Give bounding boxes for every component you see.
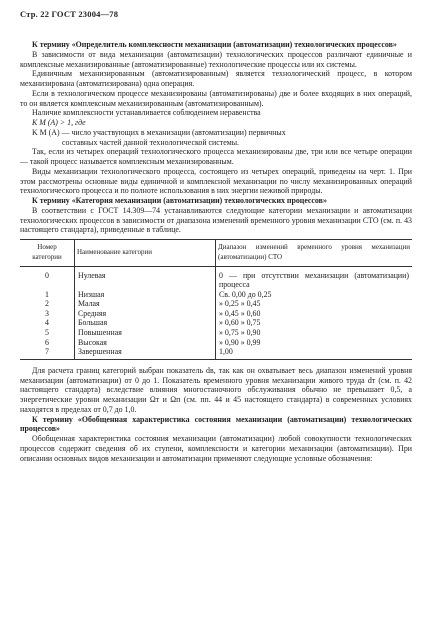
table-row <box>20 299 412 309</box>
table-cell-number: 7 <box>20 347 75 359</box>
page-header: Стр. 22 ГОСТ 23004—78 <box>20 9 119 19</box>
paragraph: Так, если из четырех операций технологического процесса механизированы две, три или все четыре операции — такой процесс называется комплексным механизированным. <box>20 147 412 166</box>
table-header-name: Наименование категории <box>75 240 216 267</box>
document-body <box>20 40 412 463</box>
formula-inequality: K M (A) > 1, где <box>32 118 86 127</box>
table-cell-range: » 0,45 » 0,60 <box>216 309 413 319</box>
paragraph: Обобщенная характеристика состояния механизации (автоматизации) любой совокупности технологических процессов содержит сведения об их ступени, комплексности и категории механизации (автоматизации). При описании основных видов механизации и автоматизации применяют следующие условные обозначения: <box>20 434 412 463</box>
table-row <box>20 266 412 290</box>
paragraph: К термину «Определитель комплексности механизации (автоматизации) технологических процессов» <box>32 40 397 49</box>
category-table <box>20 239 412 360</box>
table-cell-range: » 0,60 » 0,75 <box>216 318 413 328</box>
table-cell-number: 6 <box>45 337 49 347</box>
paragraph: К термину «Обобщенная характеристика состояния механизации (автоматизации) технологических процессов» <box>20 414 412 434</box>
table-cell-name: Средняя <box>75 309 216 319</box>
table-cell-name: Низшая <box>75 290 216 300</box>
paragraph: Наличие комплексности устанавливается соблюдением неравенства <box>32 108 261 118</box>
table-cell-name: Завершенная <box>75 347 216 359</box>
table-cell-name: Высокая <box>75 338 216 348</box>
table-cell-number: 2 <box>45 299 49 309</box>
table-row <box>20 347 412 359</box>
table-cell-range: Св. 0,00 до 0,25 <box>216 290 413 300</box>
paragraph: В соответствии с ГОСТ 14.309—74 устанавливаются следующие категории механизации и автоматизации технологических процессов в зависимости от диапазона изменений временного уровня механизации СТО (см. п. 43 настоящего стандарта), приведенные в таблице. <box>20 205 412 235</box>
table-cell-name: Малая <box>75 299 216 309</box>
table-cell-number: 3 <box>45 308 49 318</box>
table-row <box>20 328 412 338</box>
table-row <box>20 338 412 348</box>
table-row <box>20 309 412 319</box>
table-row <box>20 318 412 328</box>
paragraph: Единичным механизированным (автоматизированным) является технологический процесс, в котором механизирована (автоматизирована) одна операция. <box>20 69 412 88</box>
table-header-row <box>20 240 412 267</box>
table-cell-range: » 0,25 » 0,45 <box>216 299 413 309</box>
formula-definition: K M (A) — число участвующих в механизации (автоматизации) первичных <box>32 127 286 137</box>
paragraph: К термину «Категория механизации (автоматизации) технологических процессов» <box>32 196 327 205</box>
table-cell-range: 1,00 <box>216 347 413 359</box>
paragraph: Если в технологическом процессе механизированы (автоматизированы) две и более входящих в них операций, то он является комплексным механизированным (автоматизированным). <box>20 88 412 108</box>
table-header-range: Диапазон изменений временного уровня механизации (автоматизации) СТО <box>216 240 413 267</box>
table-cell-number: 1 <box>45 289 49 299</box>
table-cell-number: 5 <box>45 328 49 338</box>
paragraph: Виды механизации технологического процесса, состоящего из четырех операций, приведены на черт. 1. При этом рассмотрены основные виды единичной и комплексной механизации по числу механизированных операций технологического процесса и по полноте использования в них энергии неживой природы. <box>20 166 412 196</box>
table-header-number: Номер категории <box>20 240 75 267</box>
paragraph: Для расчета границ категорий выбран показатель dв, так как он охватывает весь диапазон изменений уровня механизации (автоматизации) от 0 до 1. Показатель временного уровня механизации живого труда dт (см. п. 42 настоящего стандарта) вследствие влияния многостаночного обслуживания обычно не превышает 0,5, а энергетические уровни механизации Ωт и Ωп (см. пп. 44 и 45 настоящего стандарта) в современных условиях находятся в пределах от 0,7 до 1,0. <box>20 365 412 414</box>
paragraph: В зависимости от вида механизации (автоматизации) технологических процессов различают единичные и комплексные механизированные (автоматизированные) технологические процессы или их системы. <box>20 49 412 69</box>
table-cell-name: Повышенная <box>75 328 216 338</box>
table-cell-number: 0 <box>45 270 49 280</box>
table-cell-range: » 0,90 » 0,99 <box>216 338 413 348</box>
table-cell-number: 4 <box>45 318 49 328</box>
table-cell-range: » 0,75 » 0,90 <box>216 328 413 338</box>
table-cell-name: Нулевая <box>75 266 216 290</box>
table-row <box>20 290 412 300</box>
formula-definition-continued: составных частей данной технологической системы. <box>62 137 239 147</box>
table-cell-name: Большая <box>75 318 216 328</box>
table-cell-range: 0 — при отсутствии механизации (автоматизации) процесса <box>216 266 413 290</box>
